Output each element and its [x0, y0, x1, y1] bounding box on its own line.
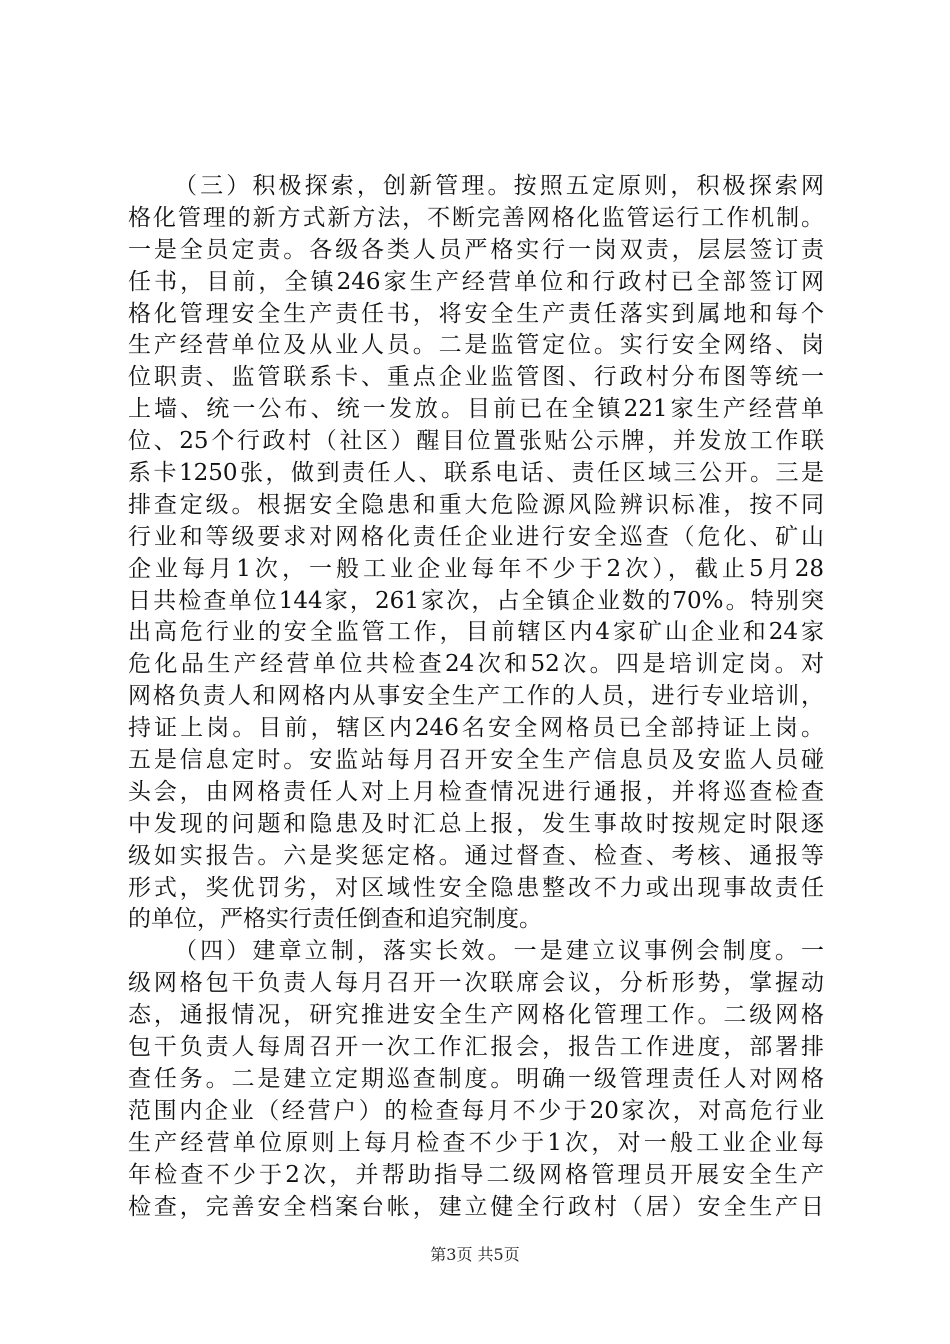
paragraph-line: 位、25个行政村（社区）醒目位置张贴公示牌，并发放工作联 [128, 428, 824, 455]
paragraph-line: 级如实报告。六是奖惩定格。通过督查、检查、考核、通报等 [128, 842, 824, 869]
paragraph-line: 企业每月1次，一般工业企业每年不少于2次），截止5月28 [128, 555, 824, 582]
paragraph-line: 网格负责人和网格内从事安全生产工作的人员，进行专业培训， [128, 683, 824, 710]
page-number-footer: 第3页 共5页 [430, 1245, 520, 1264]
paragraph-line: 一是全员定责。各级各类人员严格实行一岗双责，层层签订责 [128, 236, 824, 263]
paragraph-line: 年检查不少于2次，并帮助指导二级网格管理员开展安全生产 [128, 1161, 824, 1188]
paragraph-line: 态，通报情况，研究推进安全生产网格化管理工作。二级网格 [128, 1002, 824, 1029]
paragraph-line: 五是信息定时。安监站每月召开安全生产信息员及安监人员碰 [128, 747, 824, 774]
paragraph-line: 格化管理安全生产责任书，将安全生产责任落实到属地和每个 [128, 300, 824, 327]
paragraph-line: 生产经营单位原则上每月检查不少于1次，对一般工业企业每 [128, 1129, 824, 1156]
paragraph-line: 排查定级。根据安全隐患和重大危险源风险辨识标准，按不同 [128, 491, 824, 518]
paragraph-line: 上墙、统一公布、统一发放。目前已在全镇221家生产经营单 [128, 396, 824, 423]
paragraph-line: 形式，奖优罚劣，对区域性安全隐患整改不力或出现事故责任 [128, 874, 824, 901]
paragraph-line: 系卡1250张，做到责任人、联系电话、责任区域三公开。三是 [128, 460, 824, 487]
paragraph-line: 包干负责人每周召开一次工作汇报会，报告工作进度，部署排 [128, 1034, 824, 1061]
paragraph-line: 生产经营单位及从业人员。二是监管定位。实行安全网络、岗 [128, 332, 824, 359]
paragraph-line: 查任务。二是建立定期巡查制度。明确一级管理责任人对网格 [128, 1065, 824, 1092]
paragraph-line: （三）积极探索，创新管理。按照五定原则，积极探索网 [174, 173, 824, 199]
paragraph-line: 格化管理的新方式新方法，不断完善网格化监管运行工作机制。 [128, 204, 824, 231]
paragraph-line: 位职责、监管联系卡、重点企业监管图、行政村分布图等统一 [128, 364, 824, 391]
document-body [128, 171, 824, 1223]
paragraph-line: 范围内企业（经营户）的检查每月不少于20家次，对高危行业 [128, 1097, 824, 1124]
paragraph-line: 持证上岗。目前，辖区内246名安全网格员已全部持证上岗。 [128, 715, 824, 742]
paragraph-line: 任书，目前，全镇246家生产经营单位和行政村已全部签订网 [128, 268, 824, 295]
paragraph-line: 行业和等级要求对网格化责任企业进行安全巡查（危化、矿山 [128, 523, 824, 550]
paragraph-line: 检查，完善安全档案台帐，建立健全行政村（居）安全生产日 [128, 1193, 824, 1220]
paragraph-line: 级网格包干负责人每月召开一次联席会议，分析形势，掌握动 [128, 970, 824, 997]
paragraph-line: 的单位，严格实行责任倒查和追究制度。 [128, 906, 542, 933]
paragraph-line: 中发现的问题和隐患及时汇总上报，发生事故时按规定时限逐 [128, 810, 824, 837]
paragraph-line: （四）建章立制，落实长效。一是建立议事例会制度。一 [174, 938, 824, 965]
paragraph-line: 出高危行业的安全监管工作，目前辖区内4家矿山企业和24家 [128, 619, 824, 646]
paragraph-line: 危化品生产经营单位共检查24次和52次。四是培训定岗。对 [128, 651, 824, 678]
paragraph-line: 头会，由网格责任人对上月检查情况进行通报，并将巡查检查 [128, 778, 824, 805]
paragraph-line: 日共检查单位144家，261家次，占全镇企业数的70%。特别突 [128, 587, 824, 614]
